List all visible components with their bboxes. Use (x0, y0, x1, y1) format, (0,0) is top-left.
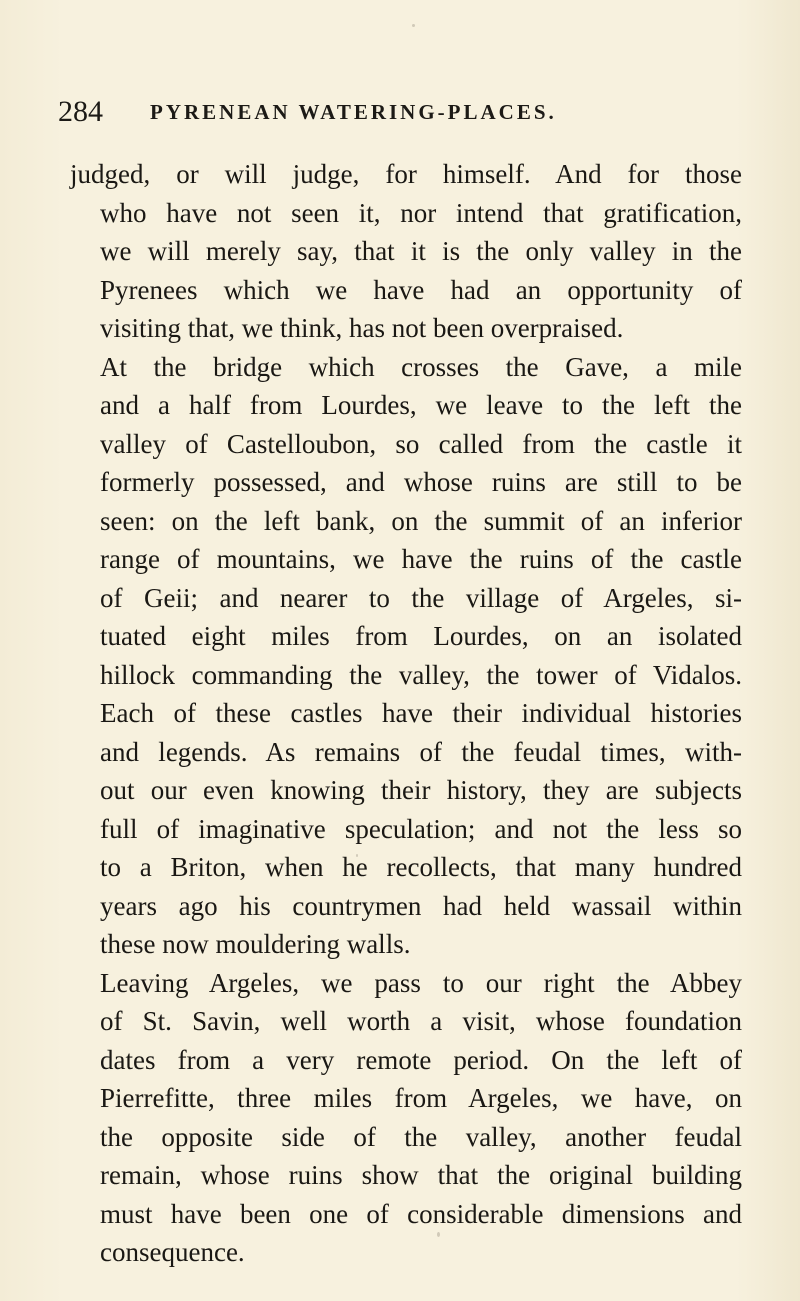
paper-speck (437, 1232, 440, 1237)
text-line: Pyrenees which we have had an opportunity of (100, 274, 742, 305)
running-head: PYRENEAN WATERING-PLACES. (150, 100, 557, 124)
text-line: tuated eight miles from Lourdes, on an isolated (100, 621, 742, 651)
paper-speck (356, 854, 358, 857)
text-line: and a half from Lourdes, we leave to the left the (100, 390, 742, 420)
text-line: these now mouldering walls. (100, 929, 411, 959)
text-line: full of imaginative speculation; and not the less so (100, 813, 742, 844)
text-line: dates from a very remote period. On the left of (100, 1044, 742, 1075)
paragraph-3 (70, 964, 742, 1272)
text-line: the opposite side of the valley, another feudal (100, 1121, 742, 1152)
text-line: formerly possessed, and whose ruins are still to be (100, 467, 742, 497)
paragraph-2 (70, 348, 742, 964)
text-line: to a Briton, when he recollects, that many hundred (100, 852, 742, 882)
text-line: Pierrefitte, three miles from Argeles, we have, on (100, 1083, 742, 1113)
text-line: out our even knowing their history, they are subjects (100, 775, 742, 805)
text-line: years ago his countrymen had held wassail within (100, 890, 742, 921)
text-line: we will merely say, that it is the only valley in the (100, 236, 742, 266)
text-line: Each of these castles have their individual histories (100, 698, 742, 728)
text-line: and legends. As remains of the feudal times, with- (100, 736, 742, 767)
text-line: must have been one of considerable dimensions and (100, 1198, 742, 1229)
text-line: hillock commanding the valley, the tower of Vidalos. (100, 659, 742, 690)
body-text (70, 155, 742, 1272)
text-line: remain, whose ruins show that the original building (100, 1160, 742, 1190)
text-line: seen: on the left bank, on the summit of an inferior (100, 505, 742, 536)
text-line: of Geii; and nearer to the village of Argeles, si- (100, 582, 742, 613)
text-line: who have not seen it, nor intend that gratification, (100, 197, 742, 228)
text-line: judged, or will judge, for himself. And for those (70, 159, 742, 189)
paragraph-1 (70, 155, 742, 348)
text-line: consequence. (100, 1237, 245, 1267)
text-line: range of mountains, we have the ruins of the castle (100, 544, 742, 574)
page-header (58, 92, 758, 132)
text-line: valley of Castelloubon, so called from the castle it (100, 428, 742, 459)
text-line: At the bridge which crosses the Gave, a mile (100, 351, 742, 382)
text-line: visiting that, we think, has not been overpraised. (100, 313, 624, 343)
page-number: 284 (58, 95, 103, 128)
text-line: of St. Savin, well worth a visit, whose foundation (100, 1006, 742, 1036)
text-line: Leaving Argeles, we pass to our right the Abbey (100, 967, 742, 998)
paper-speck (412, 24, 415, 27)
